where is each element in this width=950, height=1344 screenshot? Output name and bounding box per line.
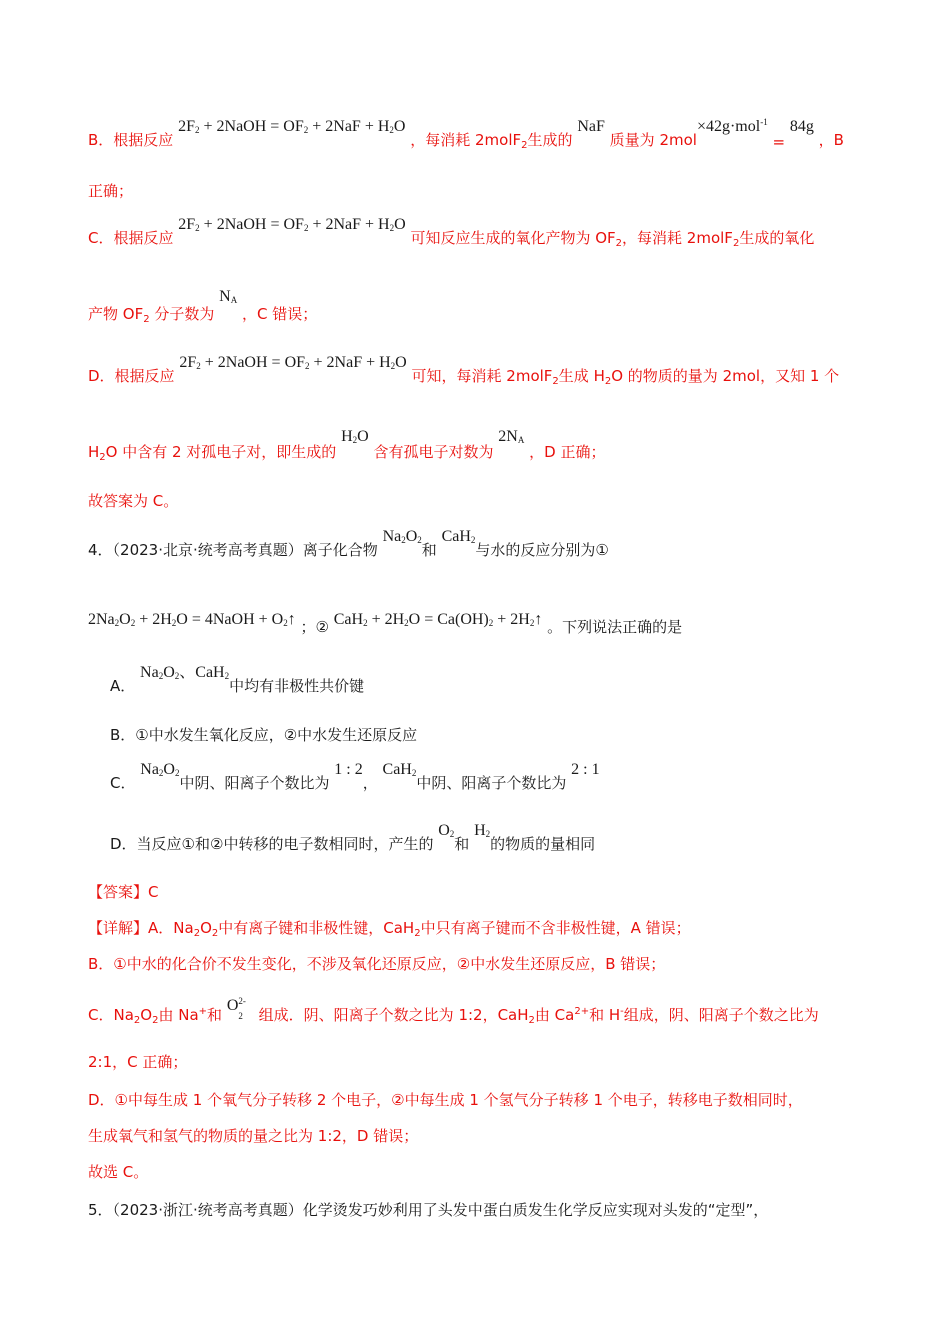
detail-a: 【详解】A．$Na_2O_2$中有离子键和非极性键，CaH$_2$中只有离子键而不含非极性键，A 错误； [88,919,691,939]
explanation-c-line2: 产物 $OF_2$ 分子数为 $N_A$ ，C 错误； [88,288,318,325]
option-a[interactable]: A． $Na_2O_2$、CaH$_2$中均有非极性共价键 [110,664,365,695]
option-c[interactable]: C． $Na_2O_2$中阴、阳离子个数比为 1 : 2， CaH$_2$中阴、阳离子个数比为 2 : 1 [110,761,600,792]
explanation-d-line1: D．根据反应 $2F_2$ + 2NaOH = $OF_2 + 2NaF + H_2O$ 可知，每消耗 2molF$_2$生成 $H_2O$ 的物质的量为 2mol，又知 1 个 [88,354,840,387]
equation-f2-naoh: $2F_2$ + 2NaOH = $OF_2 + 2NaF + H_2O$ [178,118,406,135]
question-4-stem: 4．（2023·北京·统考高考真题）离子化合物 $Na_2O_2$和 CaH$_2$与水的反应分别为① [88,528,609,559]
explanation-d-line2: $H_2O$ 中含有 2 对孤电子对，即生成的 $H_2O$ 含有孤电子对数为 $2N_A$ ，D 正确； [88,428,606,463]
explanation-b-line1: B．根据反应 $2F_2$ + 2NaOH = $OF_2 + 2NaF + H_2O$ ，每消耗 2molF$_2$生成的 NaF 质量为 2mol×42g·mol$^{-1}$ = 84g ，B [88,117,844,151]
conclusion-4: 故选 C。 [88,1163,149,1181]
explanation-b-line2: 正确； [88,182,134,200]
question-5-stem: 5．（2023·浙江·统考高考真题）化学烫发巧妙利用了头发中蛋白质发生化学反应实现对头发的“定型”， [88,1201,769,1219]
question-4-equations: $2Na_2O_2 + 2H_2O$ = 4NaOH + $O_2↑$ ；② $CaH_2 + 2H_2O = Ca(OH)_2$ + $2H_2↑$ 。下列说法正确的是 [88,611,683,636]
answer-label: 【答案】C [88,883,159,901]
option-d[interactable]: D．当反应①和②中转移的电子数相同时，产生的 $O_2$和 $H_2$的物质的量相同 [110,822,596,853]
detail-d-line1: D．①中每生成 1 个氧气分子转移 2 个电子，②中每生成 1 个氢气分子转移 1 个电子，转移电子数相同时， [88,1091,803,1109]
detail-c-line2: 2:1，C 正确； [88,1053,188,1071]
explanation-c-line1: C．根据反应 $2F_2$ + 2NaOH = $OF_2 + 2NaF + H_2O$ 可知反应生成的氧化产物为 $OF_2$，每消耗 2molF$_2$生成的氧化 [88,216,815,249]
option-b[interactable]: B．①中水发生氧化反应，②中水发生还原反应 [110,726,418,744]
conclusion-3: 故答案为 C。 [88,492,179,510]
detail-b: B．①中水的化合价不发生变化，不涉及氧化还原反应，②中水发生还原反应，B 错误； [88,955,666,973]
detail-c-line1: C．$Na_2O_2$由 Na+和 $O^{2-}$ 2 组成．阴、阳离子个数之比为 1:2，CaH$_2$由 $Ca^{2+}$和 H-组成，阴、阳离子个数之比为 [88,996,819,1026]
detail-d-line2: 生成氧气和氢气的物质的量之比为 1:2，D 错误； [88,1127,419,1145]
